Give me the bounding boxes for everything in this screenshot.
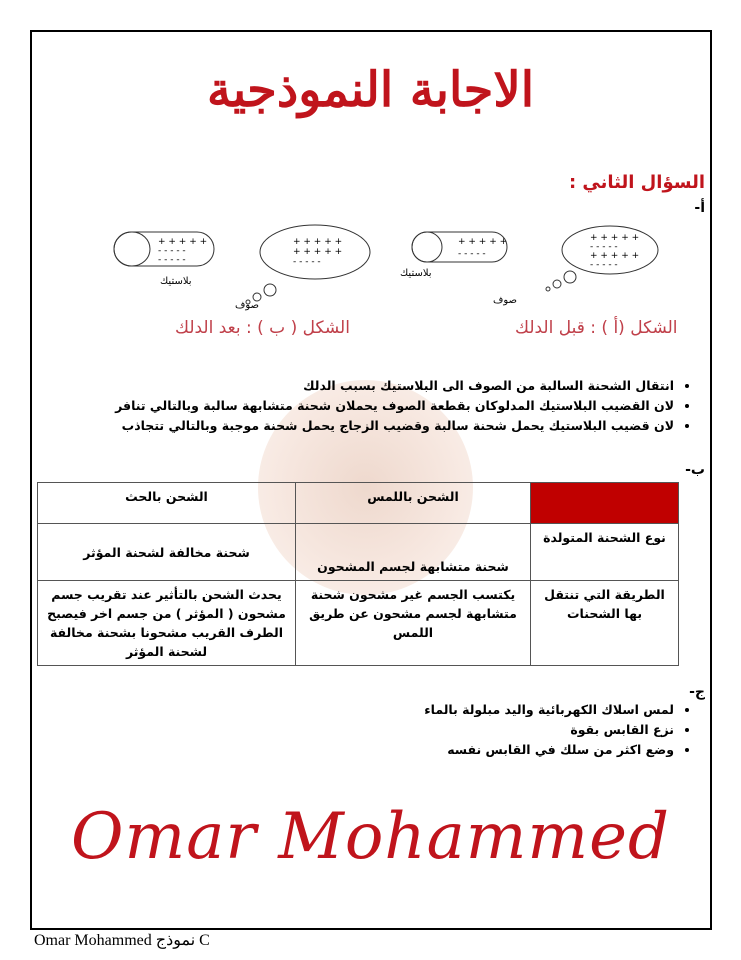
part-c-label: ج- bbox=[689, 684, 705, 700]
table-header-row bbox=[38, 483, 679, 524]
list-item: • وضع اكثر من سلك في القابس نفسه bbox=[424, 740, 674, 760]
svg-text:- - - - -: - - - - - bbox=[590, 242, 618, 252]
part-c-answers bbox=[424, 700, 696, 760]
page-title: الاجابة النموذجية bbox=[206, 62, 535, 118]
list-item: • نزع القابس بقوة bbox=[424, 720, 674, 740]
svg-text:- - - - -: - - - - - bbox=[458, 249, 486, 259]
svg-text:+ + + + +: + + + + + bbox=[590, 233, 640, 243]
svg-text:+ + + + +: + + + + + bbox=[293, 237, 343, 247]
part-a-answers bbox=[115, 376, 696, 436]
svg-text:+ + + + +: + + + + + bbox=[590, 251, 640, 261]
table-cell: يكتسب الجسم غير مشحون شحنة متشابهة لجسم مشحون عن طريق اللمس bbox=[296, 581, 531, 666]
svg-text:+ + + + +: + + + + + bbox=[293, 247, 343, 257]
part-a-label: أ- bbox=[694, 200, 705, 216]
question-heading: السؤال الثاني : bbox=[568, 172, 705, 193]
table-row bbox=[38, 581, 679, 666]
wool-label-a: صوف bbox=[493, 295, 518, 306]
svg-text:- - - - -: - - - - - bbox=[293, 257, 321, 267]
table-cell: الطريقة التي تنتقل بها الشحنات bbox=[531, 581, 679, 666]
svg-text:- - - - -: - - - - - bbox=[158, 255, 186, 265]
table-header-empty bbox=[531, 483, 679, 524]
table-row bbox=[38, 524, 679, 581]
part-b-label: ب- bbox=[685, 462, 705, 478]
caption-figure-a: الشكل (أ ) : قبل الدلك bbox=[515, 318, 678, 338]
list-item: • لان قضيب البلاستيك يحمل شحنة سالبة وقضيب الزجاج يحمل شحنة موجبة وبالتالي تتجاذب bbox=[115, 416, 674, 436]
list-item: • انتقال الشحنة السالبة من الصوف الى البلاستيك بسبب الدلك bbox=[115, 376, 674, 396]
author-signature: Omar Mohammed bbox=[71, 800, 670, 874]
plastic-label-a: بلاستيك bbox=[400, 268, 432, 279]
plastic-label-b: بلاستيك bbox=[160, 276, 192, 287]
table-cell: شحنة مخالفة لشحنة المؤثر bbox=[38, 524, 296, 581]
table-cell: يحدث الشحن بالتأثير عند تقريب جسم مشحون ( المؤثر ) من جسم اخر فيصبح الطرف القريب مشحونا بشحنة مخالفة لشحنة المؤثر bbox=[38, 581, 296, 666]
charging-comparison-table bbox=[37, 482, 679, 666]
list-item: • لمس اسلاك الكهربائية واليد مبلولة بالماء bbox=[424, 700, 674, 720]
charging-diagram bbox=[100, 222, 660, 312]
caption-figure-b: الشكل ( ب ) : بعد الدلك bbox=[175, 318, 350, 338]
table-cell: نوع الشحنة المتولدة bbox=[531, 524, 679, 581]
wool-label-b: صوف bbox=[235, 300, 260, 311]
svg-text:+ + + + +: + + + + + bbox=[458, 237, 508, 247]
list-item: • لان القضيب البلاستيك المدلوكان بقطعة الصوف يحملان شحنة متشابهة سالبة وبالتالي تنافر bbox=[115, 396, 674, 416]
svg-text:- - - - -: - - - - - bbox=[158, 246, 186, 256]
footer-text: Omar Mohammed نموذج C bbox=[34, 932, 210, 949]
svg-text:- - - - -: - - - - - bbox=[590, 260, 618, 270]
table-header: الشحن باللمس bbox=[296, 483, 531, 524]
svg-text:+ + + + +: + + + + + bbox=[158, 237, 208, 247]
table-cell: شحنة متشابهة لجسم المشحون bbox=[296, 524, 531, 581]
table-header: الشحن بالحث bbox=[38, 483, 296, 524]
